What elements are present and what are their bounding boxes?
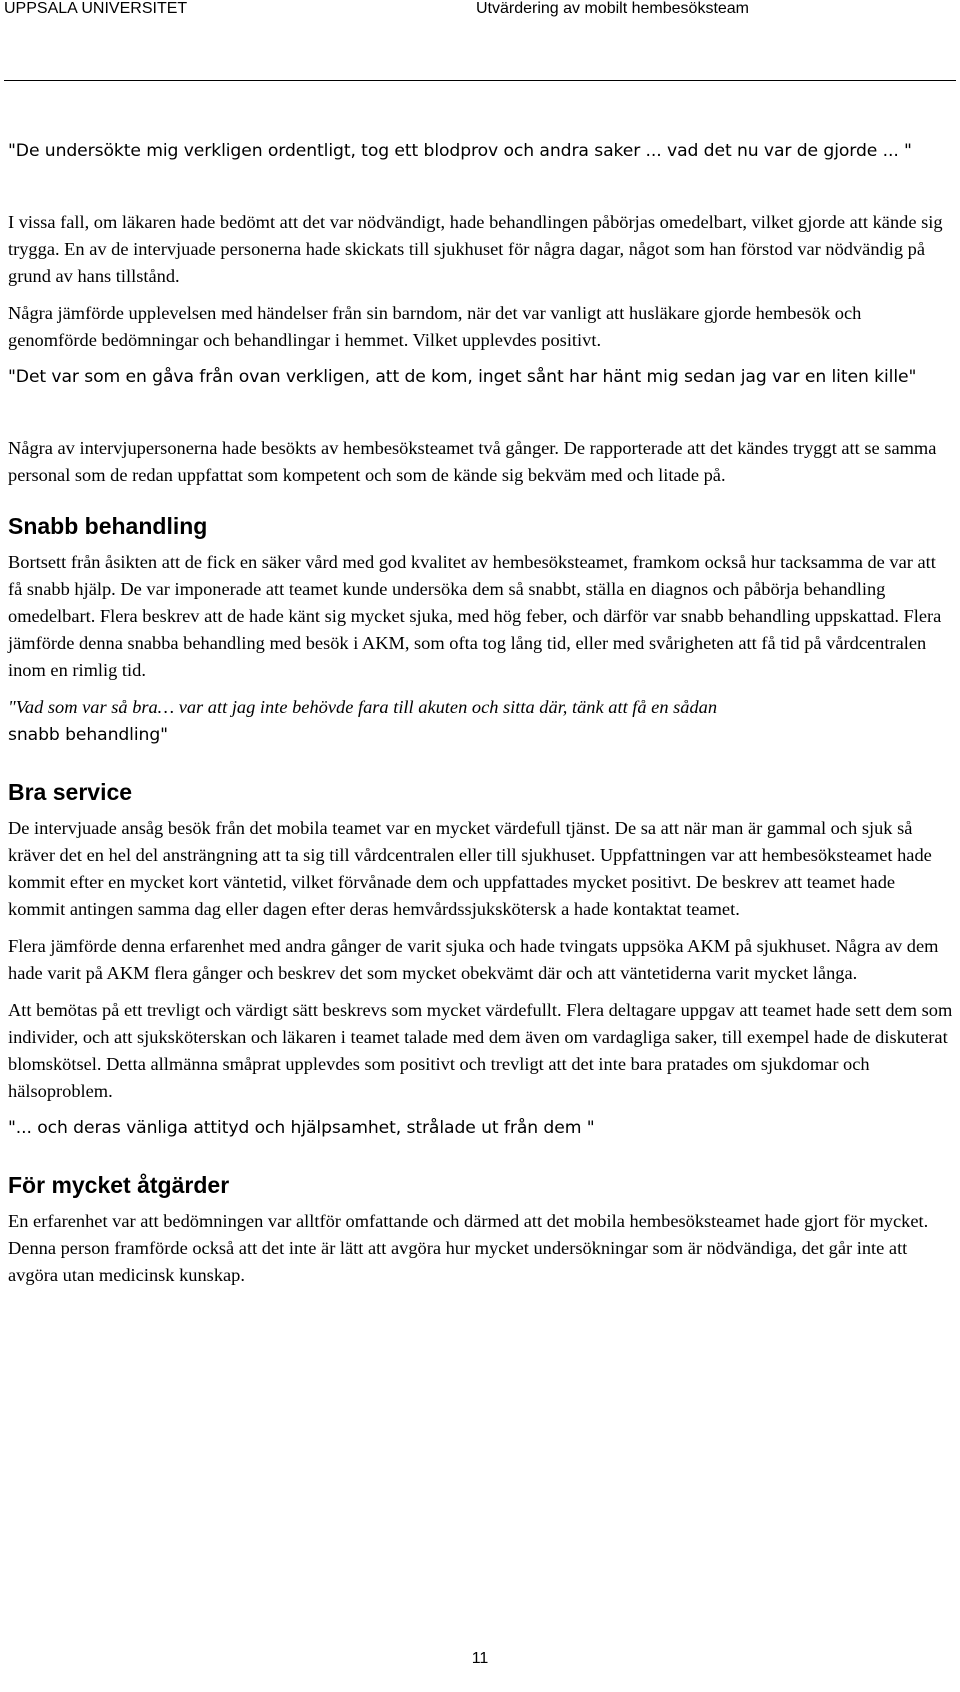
page-number: 11: [471, 1650, 489, 1667]
document-body: [8, 138, 954, 1289]
quote-no-emergency-end: snabb behandling": [8, 725, 168, 745]
paragraph-dignified-treatment: Att bemötas på ett trevligt och värdigt sätt beskrevs som mycket värdefullt. Flera deltagare uppgav att teamet hade sett dem som individer, och att sjuksköterskan och läkaren i teamet talade med dem även om vardagliga saker, till exempel hade de diskuterat blomskötsel. Detta allmänna småprat upplevdes som positivt och trevligt att det inte bara pratades om sjukdomar och hälsoproblem.: [8, 1000, 953, 1101]
paragraph-valuable-service: De intervjuade ansåg besök från det mobila teamet var en mycket värdefull tjänst. De sa att när man är gammal och sjuk så kräver det en hel del ansträngning att ta sig till vårdcentralen eller till sjukhuset. Uppfattningen var att hembesöksteamet hade kommit efter en mycket kort väntetid, vilket förvånade dem och uppfattades mycket positivt. De beskrev att teamet hade kommit antingen samma dag eller dagen efter deras hemvårdssjukskötersk a hade kontaktat teamet.: [8, 818, 932, 919]
quote-no-emergency: [8, 694, 954, 749]
page-header: [0, 0, 960, 34]
header-report-title: Utvärdering av mobilt hembesöksteam: [476, 0, 750, 17]
quote-friendly-attitude: "... och deras vänliga attityd och hjälpsamhet, strålade ut från dem ": [8, 1118, 595, 1138]
quote-gift: "Det var som en gåva från ovan verkligen, att de kom, inget sånt har hänt mig sedan jag var en liten kille": [8, 367, 917, 387]
heading-for-mycket-atgarder: För mycket åtgärder: [8, 1172, 230, 1198]
quote-no-emergency-italic: "Vad som var så bra… var att jag inte behövde fara till akuten och sitta där, tänk att få en sådan: [8, 697, 718, 717]
paragraph-immediate-treatment: I vissa fall, om läkaren hade bedömt att det var nödvändigt, hade behandlingen påbörjas omedelbart, vilket gjorde att kände sig trygga. En av de intervjuade personerna hade skickats till sjukhuset för några dagar, något som han förstod var nödvändig på grund av hans tillstånd.: [8, 212, 943, 286]
header-divider: [4, 80, 956, 81]
paragraph-quick-help: Bortsett från åsikten att de fick en säker vård med god kvalitet av hembesöksteamet, framkom också hur tacksamma de var att få snabb hjälp. De var imponerade att teamet kunde undersöka dem så snabbt, ställa en diagnos och påbörja behandling omedelbart. Flera beskrev att de hade känt sig mycket sjuka, med hög feber, och därför var snabb behandling uppskattad. Flera jämförde denna snabba behandling med besök i AKM, som ofta tog lång tid, eller med svårigheten att få tid på vårdcentralen inom en rimlig tid.: [8, 552, 942, 680]
heading-bra-service: Bra service: [8, 779, 133, 805]
quote-examination: "De undersökte mig verkligen ordentligt, tog ett blodprov och andra saker ... vad det nu var de gjorde ... ": [8, 141, 912, 161]
heading-snabb-behandling: Snabb behandling: [8, 513, 208, 539]
header-university: UPPSALA UNIVERSITET: [4, 0, 188, 17]
paragraph-too-extensive: En erfarenhet var att bedömningen var alltför omfattande och därmed att det mobila hembesöksteamet hade gjort för mycket. Denna person framförde också att det inte är lätt att avgöra hur mycket undersökningar som är nödvändiga, det går inte att avgöra utan medicinsk kunskap.: [8, 1211, 929, 1285]
paragraph-repeat-visits: Några av intervjupersonerna hade besökts av hembesöksteamet två gånger. De rapporterade att det kändes tryggt att se samma personal som de redan uppfattat som kompetent och som de kände sig bekväm med och litade på.: [8, 438, 937, 485]
paragraph-akm-comparison: Flera jämförde denna erfarenhet med andra gånger de varit sjuka och hade tvingats uppsöka AKM på sjukhuset. Några av dem hade varit på AKM flera gånger och beskrev det som mycket obekvämt där och att väntetiderna varit mycket långa.: [8, 936, 939, 983]
paragraph-childhood-comparison: Några jämförde upplevelsen med händelser från sin barndom, när det var vanligt att husläkare gjorde hembesök och genomförde bedömningar och behandlingar i hemmet. Vilket upplevdes positivt.: [8, 303, 862, 350]
